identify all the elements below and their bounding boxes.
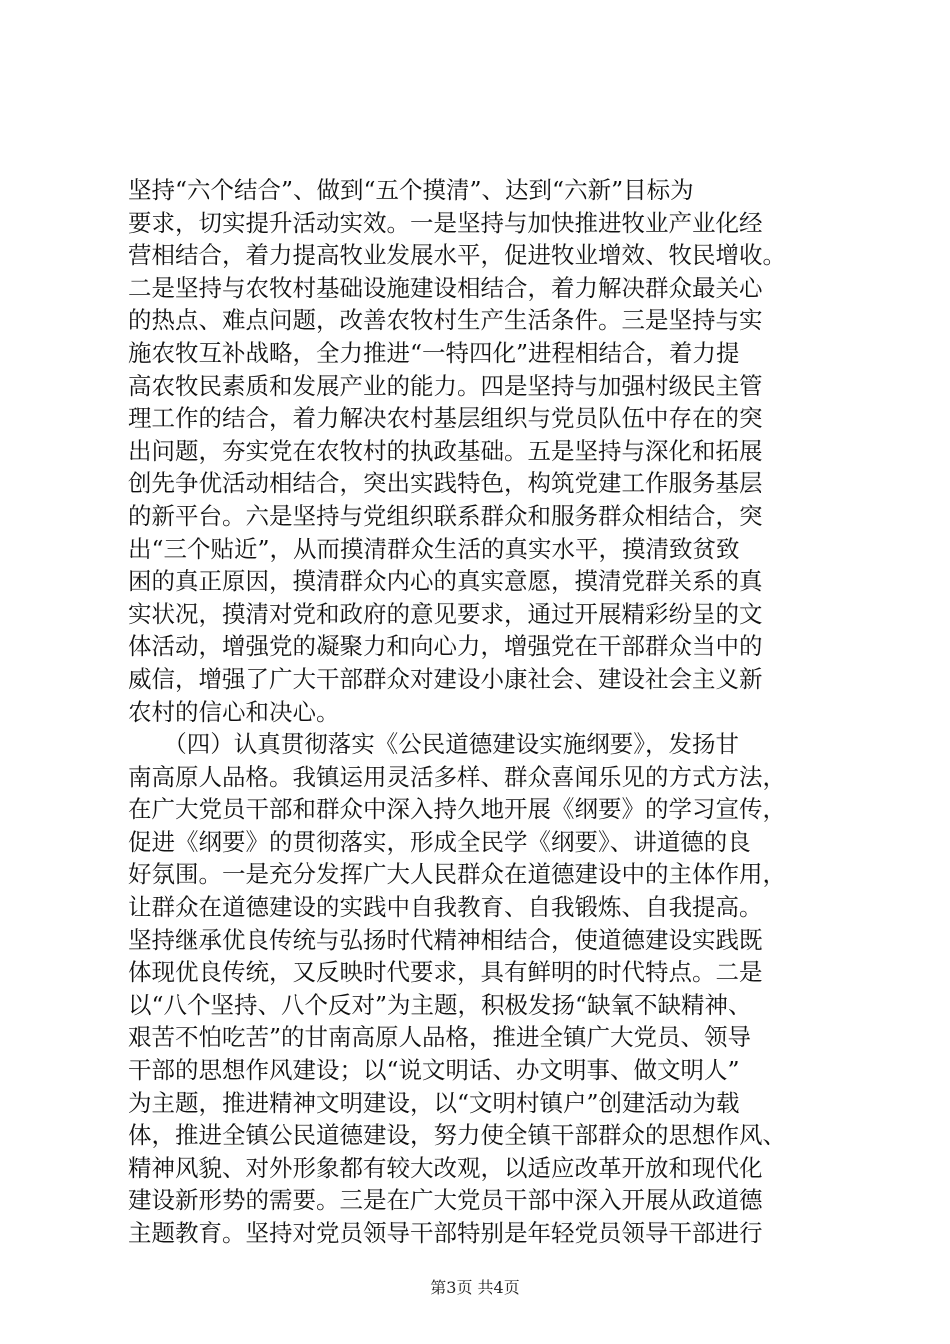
text-line: 创先争优活动相结合，突出实践特色，构筑党建工作服务基层 <box>128 469 763 498</box>
page-footer: 第3页 共4页 <box>430 1278 520 1297</box>
text-line: 农村的信心和决心。 <box>128 697 340 726</box>
text-line: （四）认真贯彻落实《公民道德建设实施纲要》，发扬甘 <box>128 730 739 759</box>
text-line: 干部的思想作风建设；以“说文明话、办文明事、做文明人” <box>128 1056 740 1085</box>
text-line: 实状况，摸清对党和政府的意见要求，通过开展精彩纷呈的文 <box>128 599 763 628</box>
text-line: 要求，切实提升活动实效。一是坚持与加快推进牧业产业化经 <box>128 208 763 237</box>
text-line: 精神风貌、对外形象都有较大改观，以适应改革开放和现代化 <box>128 1153 763 1182</box>
text-line: 让群众在道德建设的实践中自我教育、自我锻炼、自我提高。 <box>128 893 763 922</box>
text-line: 体现优良传统，又反映时代要求，具有鲜明的时代特点。二是 <box>128 958 763 987</box>
text-line: 的新平台。六是坚持与党组织联系群众和服务群众相结合，突 <box>128 501 763 530</box>
text-line: 出问题，夯实党在农牧村的执政基础。五是坚持与深化和拓展 <box>128 436 763 465</box>
text-line: 在广大党员干部和群众中深入持久地开展《纲要》的学习宣传， <box>128 795 786 824</box>
text-line: 促进《纲要》的贯彻落实，形成全民学《纲要》、讲道德的良 <box>128 827 751 856</box>
text-line: 营相结合，着力提高牧业发展水平，促进牧业增效、牧民增收。 <box>128 241 786 270</box>
text-line: 二是坚持与农牧村基础设施建设相结合，着力解决群众最关心 <box>128 273 763 302</box>
text-line: 出“三个贴近”，从而摸清群众生活的真实水平，摸清致贫致 <box>128 534 740 563</box>
text-line: 好氛围。一是充分发挥广大人民群众在道德建设中的主体作用， <box>128 860 786 889</box>
text-line: 威信，增强了广大干部群众对建设小康社会、建设社会主义新 <box>128 664 763 693</box>
text-line: 体活动，增强党的凝聚力和向心力，增强党在干部群众当中的 <box>128 632 763 661</box>
text-line: 高农牧民素质和发展产业的能力。四是坚持与加强村级民主管 <box>128 371 763 400</box>
text-line: 为主题，推进精神文明建设，以“文明村镇户”创建活动为载 <box>128 1088 740 1117</box>
text-line: 建设新形势的需要。三是在广大党员干部中深入开展从政道德 <box>128 1186 763 1215</box>
text-line: 艰苦不怕吃苦”的甘南高原人品格，推进全镇广大党员、领导 <box>128 1023 752 1052</box>
text-line: 理工作的结合，着力解决农村基层组织与党员队伍中存在的突 <box>128 404 763 433</box>
text-line: 主题教育。坚持对党员领导干部特别是年轻党员领导干部进行 <box>128 1219 763 1247</box>
text-line: 的热点、难点问题，改善农牧村生产生活条件。三是坚持与实 <box>128 306 763 335</box>
text-line: 体，推进全镇公民道德建设，努力使全镇干部群众的思想作风、 <box>128 1121 786 1150</box>
text-line: 以“八个坚持、八个反对”为主题，积极发扬“缺氧不缺精神、 <box>128 990 752 1019</box>
text-line: 施农牧互补战略，全力推进“一特四化”进程相结合，着力提 <box>128 338 740 367</box>
text-line: 坚持继承优良传统与弘扬时代精神相结合，使道德建设实践既 <box>128 925 763 954</box>
text-line: 坚持“六个结合”、做到“五个摸清”、达到“六新”目标为 <box>128 176 694 204</box>
text-line: 南高原人品格。我镇运用灵活多样、群众喜闻乐见的方式方法， <box>128 762 786 791</box>
text-line: 困的真正原因，摸清群众内心的真实意愿，摸清党群关系的真 <box>128 567 763 596</box>
document-body <box>128 174 848 1250</box>
